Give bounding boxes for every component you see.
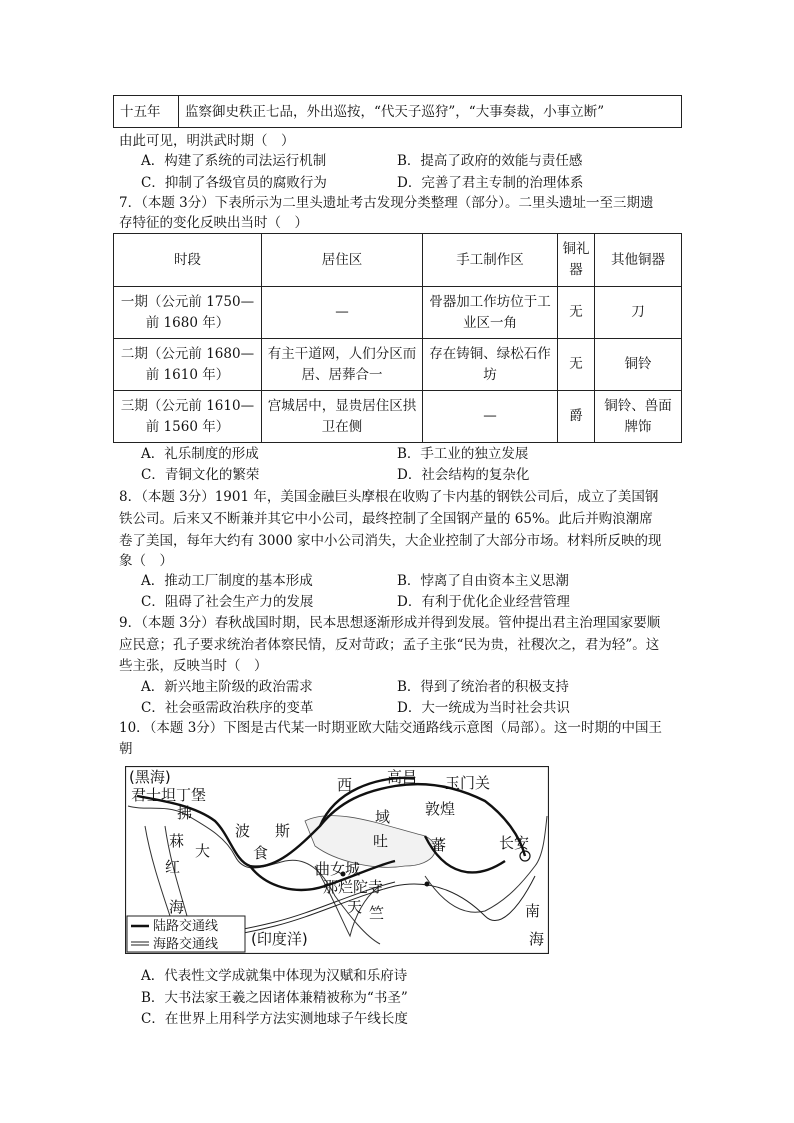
table-cell: — bbox=[423, 391, 558, 443]
table-cell: 骨器加工作坊位于工业区一角 bbox=[423, 287, 558, 339]
q6-option-b[interactable]: B．提高了政府的效能与责任感 bbox=[397, 153, 583, 169]
q7-option-c[interactable]: C．青铜文化的繁荣 bbox=[141, 467, 260, 483]
label-bo: 波 bbox=[235, 822, 251, 840]
table-cell: 刀 bbox=[595, 287, 682, 339]
q8-option-c[interactable]: C．阻碍了社会生产力的发展 bbox=[141, 594, 314, 610]
q6-option-a[interactable]: A．构建了系统的司法运行机制 bbox=[141, 153, 327, 169]
label-dunhuang: 敦煌 bbox=[425, 800, 456, 818]
q10-option-c[interactable]: C．在世界上用科学方法实测地球子午线长度 bbox=[141, 1011, 408, 1027]
q9-option-d[interactable]: D．大一统成为当时社会共识 bbox=[397, 700, 570, 716]
erlitou-table bbox=[113, 233, 682, 443]
table-cell: 铜铃、兽面牌饰 bbox=[595, 391, 682, 443]
table-row bbox=[114, 391, 682, 443]
label-tian: 天 bbox=[347, 898, 363, 916]
label-changan: 长安 bbox=[499, 834, 530, 852]
table-cell: 三期（公元前 1610—前 1560 年） bbox=[114, 391, 262, 443]
header-cell: 其他铜器 bbox=[595, 234, 682, 287]
q6-option-d[interactable]: D．完善了君主专制的治理体系 bbox=[397, 175, 584, 191]
q8-option-b[interactable]: B．悖离了自由资本主义思潮 bbox=[397, 573, 569, 589]
q8-stem-line2: 铁公司。后来又不断兼并其它中小公司，最终控制了全国钢产量的 65%。此后并购浪潮席 bbox=[119, 511, 653, 527]
table-cell: 十五年 bbox=[114, 96, 179, 128]
table-cell: 有主干道网，人们分区而居、居葬合一 bbox=[262, 339, 423, 391]
table-row bbox=[114, 339, 682, 391]
label-hai: 海 bbox=[169, 898, 185, 916]
table-cell: 存在铸铜、绿松石作坊 bbox=[423, 339, 558, 391]
legend-sea-label: 海路交通线 bbox=[153, 937, 219, 952]
table-header-row bbox=[114, 234, 682, 287]
q8-option-a[interactable]: A．推动工厂制度的基本形成 bbox=[141, 573, 313, 589]
table-cell: 一期（公元前 1750—前 1680 年） bbox=[114, 287, 262, 339]
q10-option-a[interactable]: A．代表性文学成就集中体现为汉赋和乐府诗 bbox=[141, 968, 408, 984]
table-cell: 监察御史秩正七品，外出巡按，“代天子巡狩”，“大事奏裁，小事立断” bbox=[179, 96, 682, 128]
city-marker bbox=[425, 882, 430, 887]
q9-option-a[interactable]: A．新兴地主阶级的政治需求 bbox=[141, 679, 313, 695]
q8-stem-line1: 8．（本题 3分）1901 年，美国金融巨头摩根在收购了卡内基的钢铁公司后，成立了美国钢 bbox=[119, 489, 659, 505]
header-cell: 居住区 bbox=[262, 234, 423, 287]
table-cell: 铜铃 bbox=[595, 339, 682, 391]
eurasia-route-map bbox=[125, 766, 549, 954]
header-cell: 手工制作区 bbox=[423, 234, 558, 287]
q8-stem-line3: 卷了美国，每年大约有 3000 家中小公司消失，大企业控制了大部分市场。材料所反映的现 bbox=[119, 533, 662, 549]
label-hong: 红 bbox=[165, 858, 181, 876]
table-cell: 宫城居中，显贵居住区拱卫在侧 bbox=[262, 391, 423, 443]
header-cell: 铜礼器 bbox=[558, 234, 595, 287]
label-si: 斯 bbox=[275, 822, 291, 840]
table-row bbox=[114, 287, 682, 339]
q9-stem-line1: 9．（本题 3分）春秋战国时期，民本思想逐渐形成并得到发展。管仲提出君主治理国家要顺 bbox=[119, 615, 661, 631]
q8-stem-line4: 象（ ） bbox=[119, 553, 173, 569]
label-da: 大 bbox=[195, 842, 211, 860]
table-row bbox=[114, 96, 682, 128]
q9-option-b[interactable]: B．得到了统治者的积极支持 bbox=[397, 679, 569, 695]
table-cell: 爵 bbox=[558, 391, 595, 443]
q7-stem-line1: 7．（本题 3分）下表所示为二里头遗址考古发现分类整理（部分）。二里头遗址一至三期遗 bbox=[119, 195, 654, 211]
q8-option-d[interactable]: D．有利于优化企业经营管理 bbox=[397, 594, 570, 610]
table-cell: — bbox=[262, 287, 423, 339]
label-black-sea: (黑海) bbox=[129, 768, 171, 786]
label-yu: 域 bbox=[375, 808, 391, 826]
q7-option-b[interactable]: B．手工业的独立发展 bbox=[397, 446, 529, 462]
q10-stem-line1: 10．（本题 3分）下图是古代某一时期亚欧大陆交通路线示意图（局部）。这一时期的中国王 bbox=[119, 720, 663, 736]
label-nan: 南 bbox=[525, 902, 541, 920]
q7-option-a[interactable]: A．礼乐制度的形成 bbox=[141, 446, 259, 462]
label-xi: 西 bbox=[337, 776, 353, 794]
label-fan: 蕃 bbox=[431, 836, 447, 854]
table-cell: 二期（公元前 1680—前 1610 年） bbox=[114, 339, 262, 391]
q6-option-c[interactable]: C．抑制了各级官员的腐败行为 bbox=[141, 175, 327, 191]
label-qunvcheng: 曲女城 bbox=[315, 860, 361, 878]
q7-stem-line2: 存特征的变化反映出当时（ ） bbox=[119, 215, 308, 231]
q6-stem: 由此可见，明洪武时期（ ） bbox=[119, 133, 295, 149]
q10-stem-line2: 朝 bbox=[119, 741, 133, 757]
label-indian-ocean: (印度洋) bbox=[251, 930, 308, 948]
label-nalantuo: 那烂陀寺 bbox=[323, 878, 384, 896]
header-cell: 时段 bbox=[114, 234, 262, 287]
table-cell: 无 bbox=[558, 287, 595, 339]
legend-land-label: 陆路交通线 bbox=[153, 919, 219, 934]
label-zhu: 竺 bbox=[369, 904, 385, 922]
q9-stem-line3: 些主张，反映当时（ ） bbox=[119, 658, 268, 674]
label-lin: 菻 bbox=[169, 832, 185, 850]
top-table bbox=[113, 95, 682, 128]
q7-option-d[interactable]: D．社会结构的复杂化 bbox=[397, 467, 530, 483]
table-cell: 无 bbox=[558, 339, 595, 391]
label-yumenguan: 玉门关 bbox=[445, 774, 491, 792]
label-tu: 吐 bbox=[373, 832, 389, 850]
label-constantinople: 君士坦丁堡 bbox=[131, 786, 207, 804]
label-gaochang: 高昌 bbox=[387, 768, 418, 786]
q10-option-b[interactable]: B．大书法家王羲之因诸体兼精被称为“书圣” bbox=[141, 990, 408, 1006]
label-shi: 食 bbox=[253, 844, 269, 862]
q9-stem-line2: 应民意；孔子要求统治者体察民情，反对苛政；孟子主张“民为贵，社稷次之，君为轻”。这 bbox=[119, 637, 660, 653]
label-nanhai: 海 bbox=[529, 930, 545, 948]
label-fu: 拂 bbox=[177, 804, 193, 822]
q9-option-c[interactable]: C．社会亟需政治秩序的变革 bbox=[141, 700, 314, 716]
